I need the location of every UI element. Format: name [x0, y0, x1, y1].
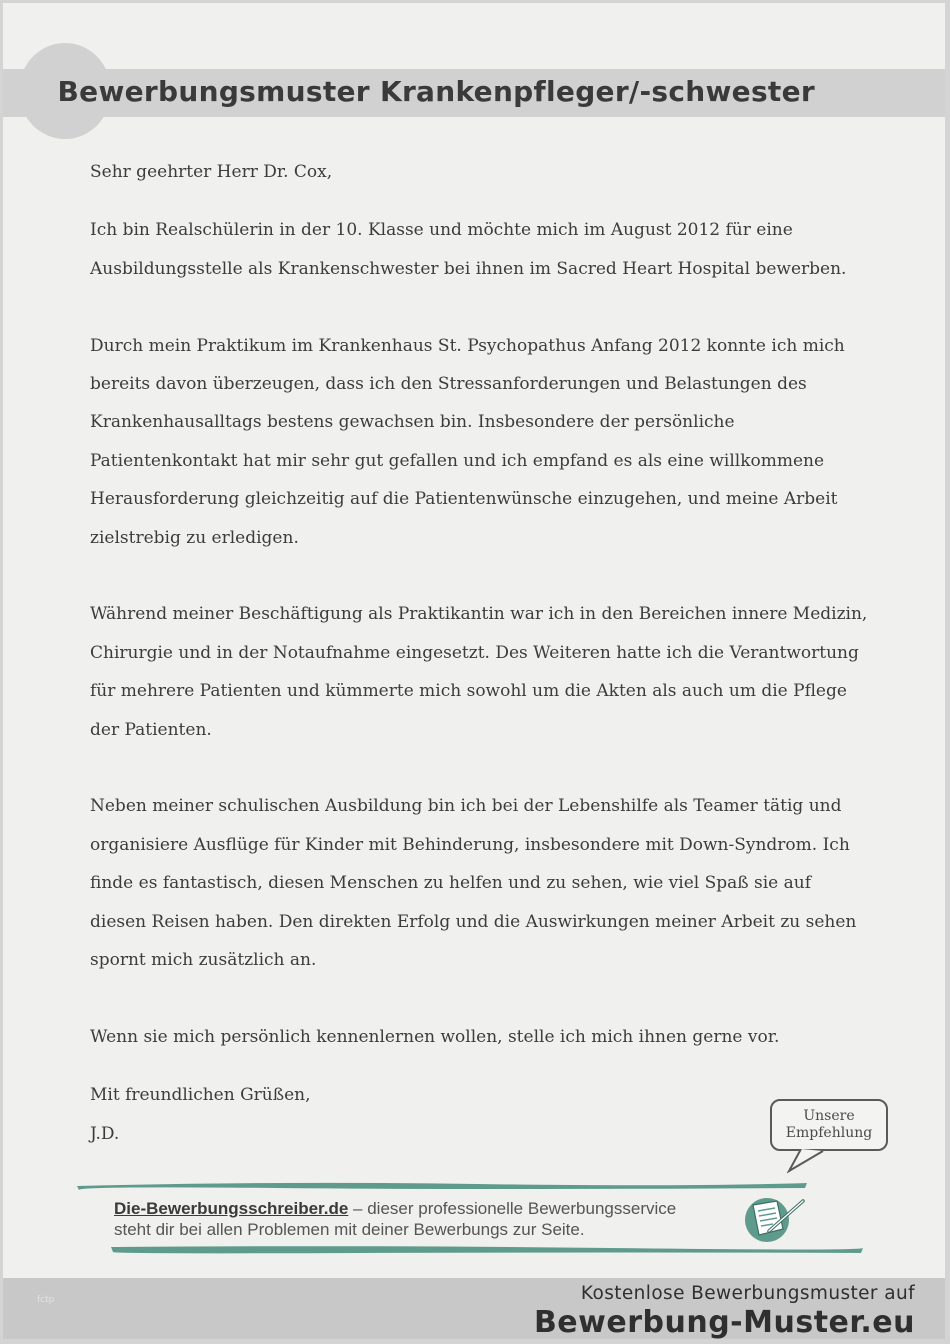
document-title: Bewerbungsmuster Krankenpfleger/-schwester: [57, 75, 815, 108]
letter-paragraph: Durch mein Praktikum im Krankenhaus St. Psychopathus Anfang 2012 konnte ich mich bereits davon überzeugen, dass ich den Stressanforderungen und Belastungen des Krankenhausalltags bestens gewachsen bin. Insbesondere der persönliche Patientenkontakt hat mir sehr gut gefallen und ich empfand es als eine willkommene Herausforderung gleichzeitig auf die Patientenwünsche einzugehen, und meine Arbeit zielstrebig zu erledigen.: [90, 335, 845, 548]
promo-text-line2: steht dir bei allen Problemen mit deiner Bewerbungs zur Seite.: [114, 1220, 585, 1239]
footer-small-text: fctp: [37, 1295, 55, 1305]
document-page: [3, 3, 945, 1339]
letter-paragraph: Ich bin Realschülerin in der 10. Klasse und möchte mich im August 2012 für eine Ausbildungsstelle als Krankenschwester bei ihnen im Sacred Heart Hospital bewerben.: [90, 220, 847, 279]
letter-salutation: Sehr geehrter Herr Dr. Cox,: [90, 162, 333, 182]
recommendation-line1: Unsere: [803, 1108, 855, 1124]
promo-stripe-top: [77, 1179, 807, 1191]
footer-tagline: Kostenlose Bewerbungsmuster auf: [580, 1283, 915, 1304]
promo-stripe-bottom: [111, 1243, 863, 1255]
letter-closing: Mit freundlichen Grüßen,: [90, 1085, 311, 1106]
promo-text: [114, 1198, 754, 1240]
letter-paragraph: Neben meiner schulischen Ausbildung bin ich bei der Lebenshilfe als Teamer tätig und organisiere Ausflüge für Kinder mit Behinderung, insbesondere mit Down-Syndrom. Ich finde es fantastisch, diesen Menschen zu helfen und zu sehen, wie viel Spaß sie auf diesen Reisen haben. Den direkten Erfolg und die Auswirkungen meiner Arbeit zu sehen spornt mich zusätzlich an.: [90, 796, 857, 971]
promo-text-line1: – dieser professionelle Bewerbungsservice: [348, 1199, 677, 1218]
document-pen-icon: [743, 1193, 807, 1243]
recommendation-bubble: [770, 1099, 888, 1151]
letter-paragraph: Während meiner Beschäftigung als Praktikantin war ich in den Bereichen innere Medizin, Chirurgie und in der Notaufnahme eingesetzt. Des Weiteren hatte ich die Verantwortung für mehrere Patienten und kümmerte mich sowohl um die Akten als auch um die Pflege der Patienten.: [90, 604, 868, 740]
letter-paragraph: Wenn sie mich persönlich kennenlernen wollen, stelle ich mich ihnen gerne vor.: [90, 1026, 780, 1047]
recommendation-line2: Empfehlung: [785, 1125, 873, 1141]
letter-signature: J.D.: [90, 1123, 120, 1144]
letter-body: [90, 153, 870, 1153]
promo-link[interactable]: Die-Bewerbungsschreiber.de: [114, 1199, 349, 1218]
footer-site-name[interactable]: Bewerbung-Muster.eu: [533, 1305, 915, 1339]
bubble-tail-icon: [787, 1149, 827, 1175]
